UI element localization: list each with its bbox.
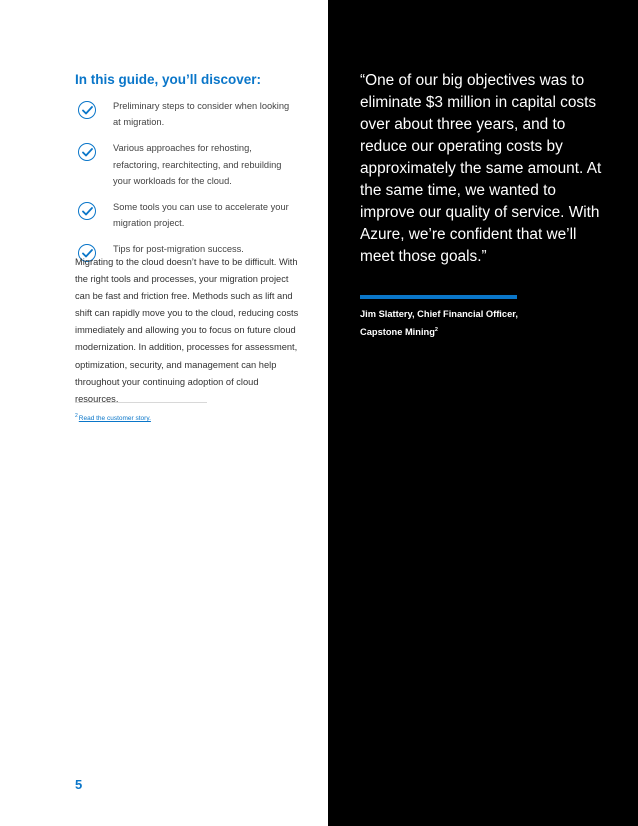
body-paragraph: Migrating to the cloud doesn’t have to be difficult. With the right tools and processes, your migration project can be fast and friction free. Methods such as lift and shift can rapidly move you to the cloud, reducing costs immediately and allowing you to focus on future cloud modernization. In addition, processes for assessment, optimization, security, and management can help throughout your continuing adoption of cloud resources. bbox=[75, 257, 299, 404]
footnote-divider bbox=[75, 402, 207, 403]
attribution-company: Capstone Mining bbox=[360, 327, 435, 338]
checklist-item-text: Some tools you can use to accelerate your migration project. bbox=[113, 202, 289, 229]
checklist-item bbox=[78, 98, 293, 130]
checklist-item-text: Preliminary steps to consider when looking at migration. bbox=[113, 101, 290, 128]
attribution-name-title: Jim Slattery, Chief Financial Officer, bbox=[360, 309, 518, 319]
customer-story-link[interactable]: Read the customer story. bbox=[78, 415, 151, 423]
checkmark-circle-icon bbox=[78, 202, 96, 220]
checklist-item-text: Tips for post-migration success. bbox=[113, 244, 244, 255]
checklist-item bbox=[78, 140, 293, 189]
discover-checklist bbox=[78, 98, 293, 268]
quote-accent-bar bbox=[360, 295, 517, 299]
footnote-mark: 2 bbox=[75, 413, 78, 419]
quote-attribution bbox=[360, 306, 560, 340]
checklist-item bbox=[78, 199, 293, 231]
page-number: 5 bbox=[75, 777, 83, 792]
checkmark-circle-icon bbox=[78, 143, 96, 161]
footnote bbox=[75, 413, 151, 422]
checklist-item-text: Various approaches for rehosting, refactoring, rearchitecting, and rebuilding your workloads for the cloud. bbox=[113, 143, 282, 186]
guide-heading: In this guide, you’ll discover: bbox=[75, 72, 262, 87]
pull-quote: “One of our big objectives was to eliminate $3 million in capital costs over about three years, and to reduce our operating costs by approximately the same amount. At the same time, we wanted to improve our quality of service. With Azure, we’re confident that we’ll meet those goals.” bbox=[360, 72, 602, 265]
checkmark-circle-icon bbox=[78, 101, 96, 119]
attribution-footnote-mark: 2 bbox=[434, 327, 438, 333]
